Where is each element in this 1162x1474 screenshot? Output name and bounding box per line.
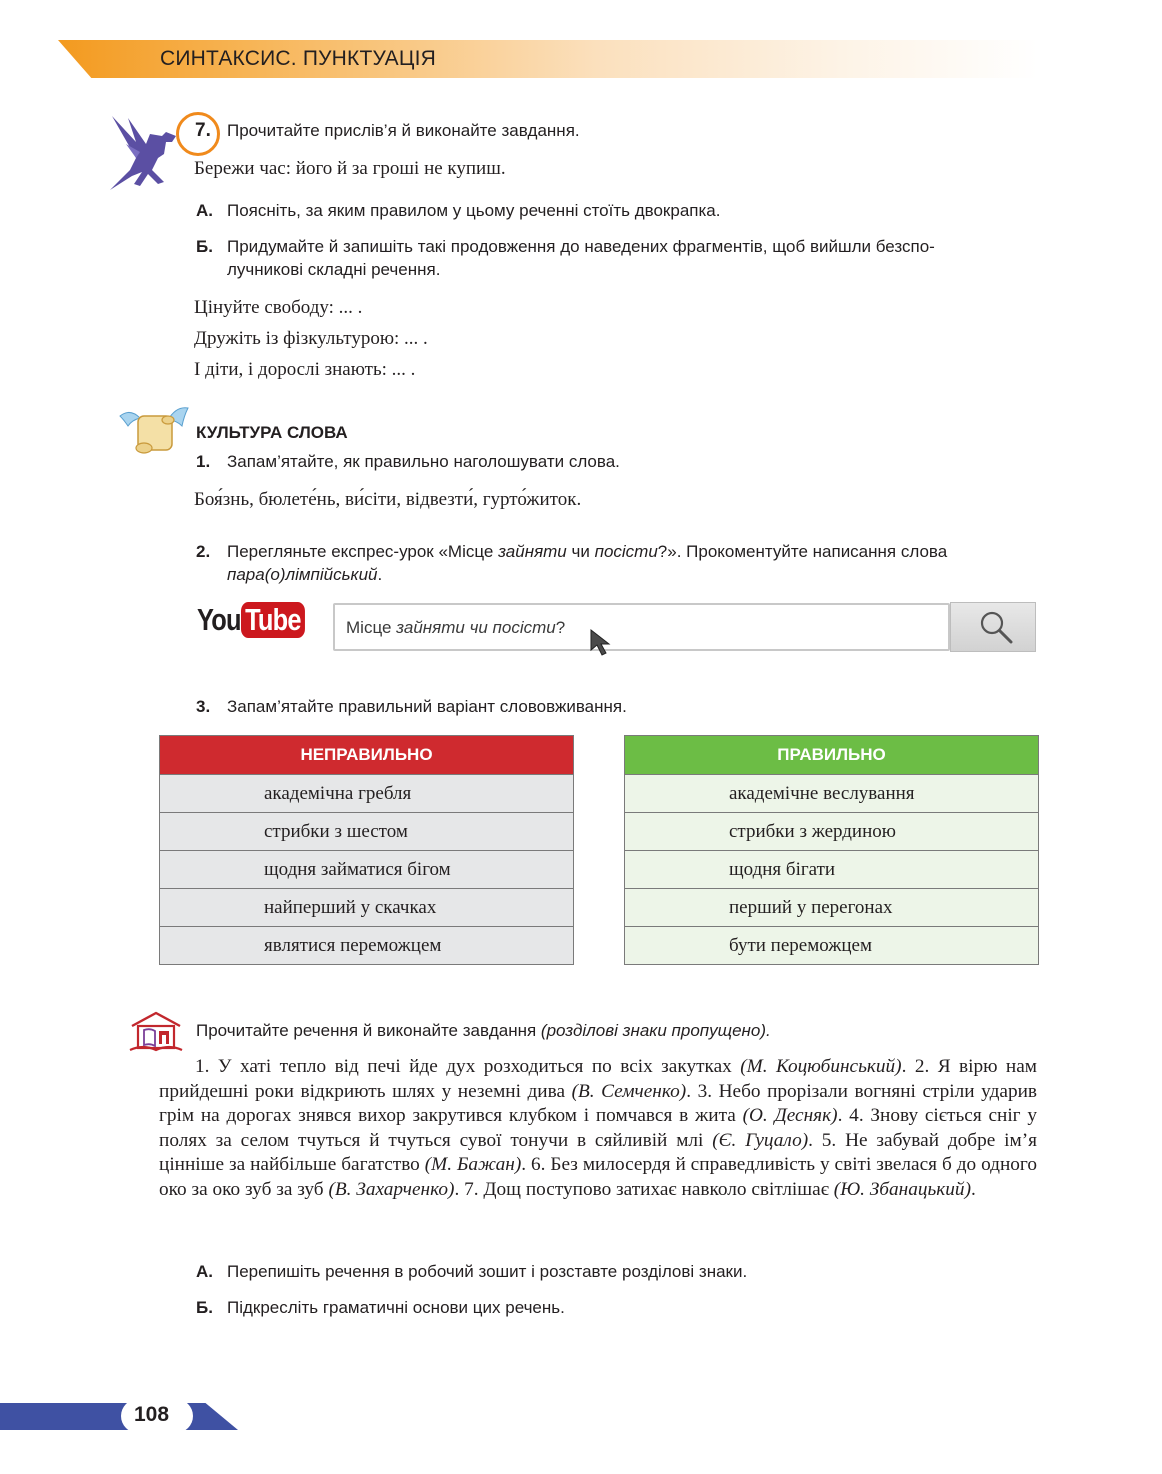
- item-text: Поясніть, за яким правилом у цьому реченні стоїть двокрапка.: [227, 201, 721, 220]
- table-row: [160, 889, 574, 927]
- item-text: лучникові складні речення.: [227, 260, 441, 279]
- incorrect-usage-table: [159, 735, 574, 965]
- task-instruction: Прочитайте прислів’я й виконайте завдання.: [227, 121, 580, 140]
- table-row: [160, 927, 574, 965]
- item-marker: А.: [196, 1262, 213, 1281]
- table-row: [625, 851, 1039, 889]
- item-number: 1.: [196, 452, 211, 471]
- table-row: [625, 927, 1039, 965]
- table-cell: академічне веслування: [625, 775, 1039, 813]
- table-cell: бути переможцем: [625, 927, 1039, 965]
- item-marker: Б.: [196, 237, 213, 256]
- scroll-wings-icon: [118, 404, 190, 456]
- stress-words: Боя́знь, бюлете́нь, ви́сіти, відвезти́, гурто́житок.: [194, 489, 582, 510]
- youtube-search-text: Місце зайняти чи посісти?: [346, 618, 566, 637]
- item-text: Запам’ятайте, як правильно наголошувати слова.: [227, 452, 620, 471]
- section-title: СИНТАКСИС. ПУНКТУАЦІЯ: [160, 47, 436, 70]
- item-text: Перегляньте експрес-урок «Місце зайняти чи посісти?». Прокоментуйте написання слова: [227, 542, 948, 561]
- item-text: Запам’ятайте правильний варіант слововживання.: [227, 697, 627, 716]
- table-cell: академічна гребля: [160, 775, 574, 813]
- table-row: [625, 813, 1039, 851]
- homework-instruction: Прочитайте речення й виконайте завдання (розділові знаки пропущено).: [196, 1021, 771, 1040]
- mouse-pointer-icon: [588, 628, 616, 658]
- table-header: НЕПРАВИЛЬНО: [160, 736, 574, 775]
- culture-title: КУЛЬТУРА СЛОВА: [196, 423, 348, 442]
- fragment: Дружіть із фізкультурою: ... .: [194, 328, 428, 349]
- house-book-icon: [126, 1010, 186, 1054]
- table-cell: найперший у скачках: [160, 889, 574, 927]
- table-row: [160, 813, 574, 851]
- page-number: 108: [134, 1403, 170, 1426]
- search-icon: [978, 609, 1014, 645]
- table-row: [160, 851, 574, 889]
- fragment: І діти, і дорослі знають: ... .: [194, 359, 416, 380]
- fragment: Цінуйте свободу: ... .: [194, 297, 363, 318]
- table-cell: щодня займатися бігом: [160, 851, 574, 889]
- item-text-line2: пара(о)лімпійський.: [227, 565, 383, 584]
- footer-arrow: [188, 1403, 238, 1430]
- exercise-sentences: 1. У хаті тепло від печі йде дух розходиться по всіх закутках (М. Коцюбинський). 2. Я вірю нам прийдешні роки відкриють шлях у неземні дива (В. Семченко). 3. Небо прорізали вогняні стріли ударив грім на дорогах знявся вихор закрутився клубком і помчався в жита (О. Десняк). 4. Знову сіється сніг у полях за селом тчуться й тчуться сувої тонучи в сяйливій млі (Є. Гуцало). 5. Не забувай добре ім’я цінніше за найбільше багатство (М. Бажан). 6. Без милосердя й справедливість у світі звелася б до одного око за око зуб за зуб (В. Захарченко). 7. Дощ поступово затихає навколо світлішає (Ю. Збанацький).: [159, 1056, 1038, 1200]
- table-cell: стрибки з жердиною: [625, 813, 1039, 851]
- table-cell: щодня бігати: [625, 851, 1039, 889]
- table-cell: перший у перегонах: [625, 889, 1039, 927]
- pegasus-icon: [106, 114, 186, 192]
- youtube-logo[interactable]: [197, 602, 319, 646]
- correct-usage-table: [624, 735, 1039, 965]
- table-cell: стрибки з шестом: [160, 813, 574, 851]
- table-row: [160, 775, 574, 813]
- item-text: Придумайте й запишіть такі продовження до наведених фрагментів, щоб вийшли безспо-: [227, 237, 935, 256]
- table-row: [625, 889, 1039, 927]
- item-marker: Б.: [196, 1298, 213, 1317]
- table-header: ПРАВИЛЬНО: [625, 736, 1039, 775]
- table-row: [625, 775, 1039, 813]
- youtube-logo-you: You: [197, 602, 241, 637]
- task-number: 7.: [195, 120, 211, 141]
- table-cell: являтися переможцем: [160, 927, 574, 965]
- youtube-logo-tube: Tube: [241, 602, 305, 638]
- item-text: Підкресліть граматичні основи цих речень.: [227, 1298, 565, 1317]
- item-number: 2.: [196, 542, 211, 561]
- item-marker: А.: [196, 201, 213, 220]
- proverb: Бережи час: його й за гроші не купиш.: [194, 158, 506, 179]
- item-text: Перепишіть речення в робочий зошит і розставте розділові знаки.: [227, 1262, 748, 1281]
- item-number: 3.: [196, 697, 211, 716]
